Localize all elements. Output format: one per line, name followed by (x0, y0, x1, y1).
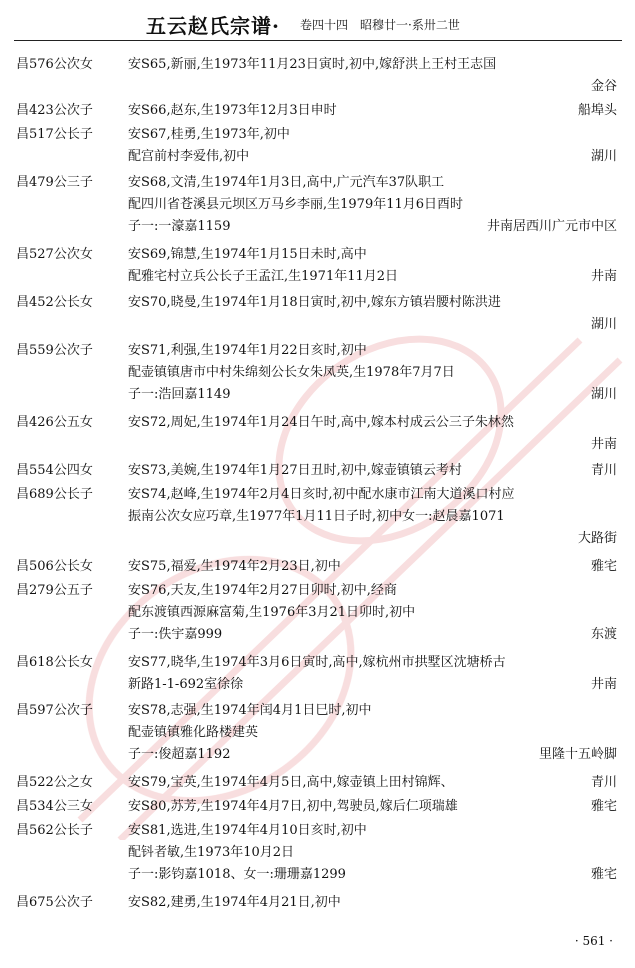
record-id: 昌689公长子 (16, 487, 93, 502)
record-line: 安S79,宝英,生1974年4月5日,高中,嫁壶镇上田村锦辉、 (128, 775, 454, 790)
record-line: 安S82,建勇,生1974年4月21日,初中 (128, 895, 341, 910)
page-header (0, 6, 635, 40)
record-line: 子一:佚宇嘉999 (128, 627, 223, 642)
record-line: 安S81,选进,生1974年4月10日亥时,初中 (128, 823, 367, 838)
record-line: 子一:一濠嘉1159 (128, 219, 231, 234)
record-line: 新路1-1-692室徐徐 (128, 677, 244, 692)
record-place: 湖川 (590, 149, 617, 164)
record-place: 井南 (590, 437, 617, 452)
record-id: 昌279公五子 (16, 583, 93, 598)
record-id: 昌576公次女 (16, 57, 93, 72)
record-line: 安S76,天友,生1974年2月27日卯时,初中,经商 (128, 583, 397, 598)
record-place: 金谷 (590, 79, 617, 94)
genealogy-title: 五云赵氏宗谱· (146, 14, 280, 38)
record-line: 安S70,晓曼,生1974年1月18日寅时,初中,嫁东方镇岩腰村陈洪进 (128, 295, 501, 310)
record-place: 青川 (590, 463, 617, 478)
record-place: 里隆十五岭脚 (538, 747, 617, 762)
record-line: 安S80,苏芳,生1974年4月7日,初中,驾驶员,嫁后仁项瑞雄 (128, 799, 458, 814)
record-line: 安S78,志强,生1974年闰4月1日巳时,初中 (128, 703, 372, 718)
record-line: 配钭者敏,生1973年10月2日 (128, 845, 295, 860)
record-place: 湖川 (590, 317, 617, 332)
record-line: 配雅宅村立兵公长子王孟江,生1971年11月2日 (128, 269, 399, 284)
record-line: 配壶镇镇雅化路楼建英 (128, 725, 259, 740)
record-line: 安S75,福爱,生1974年2月23日,初中 (128, 559, 341, 574)
record-line: 安S67,桂勇,生1973年,初中 (128, 127, 290, 142)
record-id: 昌452公长女 (16, 295, 93, 310)
record-line: 配宫前村李爱伟,初中 (128, 149, 250, 164)
record-line: 安S73,美婉,生1974年1月27日丑时,初中,嫁壶镇镇云考村 (128, 463, 462, 478)
record-place: 雅宅 (590, 867, 617, 882)
record-line: 安S65,新丽,生1973年11月23日寅时,初中,嫁舒洪上王村王志国 (128, 57, 497, 72)
record-line: 安S66,赵东,生1973年12月3日申时 (128, 103, 337, 118)
record-id: 昌562公长子 (16, 823, 93, 838)
record-line: 安S72,周妃,生1974年1月24日午时,高中,嫁本村成云公三子朱林然 (128, 415, 514, 430)
record-line: 配东渡镇西源麻富菊,生1976年3月21日卯时,初中 (128, 605, 416, 620)
record-line: 安S69,锦慧,生1974年1月15日未时,高中 (128, 247, 367, 262)
record-place: 湖川 (590, 387, 617, 402)
record-id: 昌479公三子 (16, 175, 93, 190)
record-id: 昌423公次子 (16, 103, 93, 118)
record-line: 配四川省苍溪县元坝区万马乡李丽,生1979年11月6日酉时 (128, 197, 464, 212)
record-id: 昌527公次女 (16, 247, 93, 262)
record-line: 振南公次女应巧章,生1977年1月11日子时,初中女一:赵晨嘉1071 (128, 509, 505, 524)
record-place: 井南 (590, 677, 617, 692)
record-id: 昌426公五女 (16, 415, 93, 430)
page-number: · 561 · (574, 934, 613, 948)
record-id: 昌559公次子 (16, 343, 93, 358)
record-line: 安S71,利强,生1974年1月22日亥时,初中 (128, 343, 367, 358)
record-id: 昌522公之女 (16, 775, 93, 790)
record-line: 配壶镇镇唐市中村朱绵刻公长女朱凤英,生1978年7月7日 (128, 365, 455, 380)
record-line: 安S77,晓华,生1974年3月6日寅时,高中,嫁杭州市拱墅区沈塘桥古 (128, 655, 506, 670)
record-place: 井南居西川广元市中区 (486, 219, 617, 234)
record-line: 安S74,赵峰,生1974年2月4日亥时,初中配水康市江南大道溪口村应 (128, 487, 515, 502)
header-rule (14, 40, 622, 41)
record-id: 昌517公长子 (16, 127, 93, 142)
record-place: 雅宅 (590, 559, 617, 574)
record-id: 昌675公次子 (16, 895, 93, 910)
record-id: 昌506公长女 (16, 559, 93, 574)
record-line: 子一:影钧嘉1018、女一:珊珊嘉1299 (128, 867, 346, 882)
record-place: 东渡 (590, 627, 617, 642)
record-place: 大路街 (577, 531, 617, 546)
record-line: 安S68,文清,生1974年1月3日,高中,广元汽车37队职工 (128, 175, 445, 190)
record-place: 雅宅 (590, 799, 617, 814)
record-id: 昌618公长女 (16, 655, 93, 670)
record-line: 子一:俊超嘉1192 (128, 747, 231, 762)
volume-subtitle: 卷四十四 昭穆廿一·系卅二世 (300, 18, 460, 32)
record-place: 青川 (590, 775, 617, 790)
record-id: 昌534公三女 (16, 799, 93, 814)
record-place: 井南 (590, 269, 617, 284)
record-place: 船埠头 (577, 103, 617, 118)
record-id: 昌554公四女 (16, 463, 93, 478)
record-id: 昌597公次子 (16, 703, 93, 718)
record-line: 子一:浩回嘉1149 (128, 387, 231, 402)
